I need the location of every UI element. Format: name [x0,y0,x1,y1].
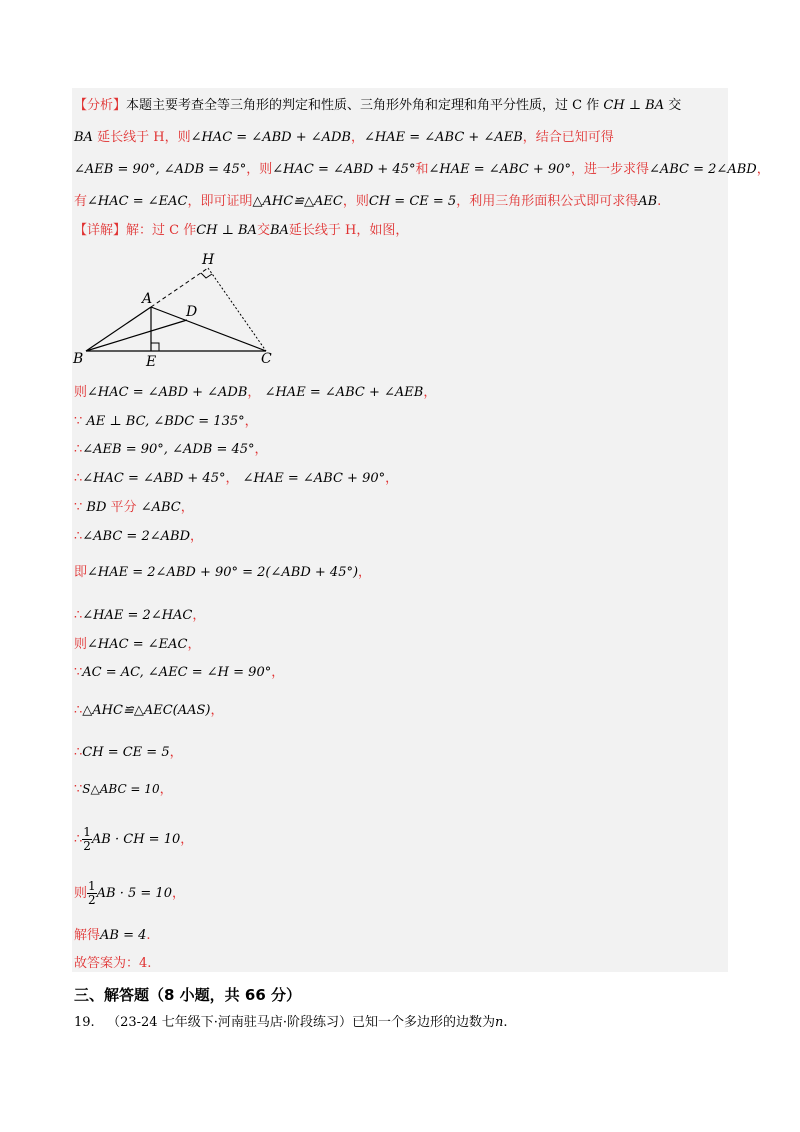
analysis-math-2a: BA [74,130,93,145]
step-mid: 平分 [110,500,137,515]
step-3 [74,441,268,459]
step-prefix: ∵ [74,500,83,515]
step-2 [74,413,258,431]
analysis-math-2b: ∠HAC = ∠ABD + ∠ADB [190,130,351,145]
analysis-line-1 [74,97,681,115]
analysis-text-4: ，即可证明 [187,194,253,209]
detail-text-2: 交 [256,223,270,238]
step-1 [74,384,436,402]
step-math: S△ABC = 10 [82,782,160,796]
analysis-text-3-end: ，进一步求得 [570,162,649,177]
right-angle-E [151,343,159,351]
segment-AH-dashed [151,268,208,307]
step-prefix: ∵ [74,414,83,429]
segment-AC [151,307,266,351]
analysis-math-2c: ∠HAE = ∠ABC + ∠AEB [364,130,523,145]
step-suffix: ， [190,529,204,544]
step-suffix: ， [385,471,399,486]
question-end: . [503,1015,508,1030]
step-math: ∠HAC = ∠ABD + 45° [82,471,226,486]
step-math: BD [86,500,107,515]
analysis-math-3d: ∠ABC = 2∠ABD [648,162,757,177]
label-A: A [142,291,153,307]
step-7 [74,564,371,582]
analysis-text-4b: ，则 [342,194,369,209]
analysis-math-4d: AB [638,194,658,209]
step-8 [74,607,205,625]
detail-text: 解：过 C 作 [126,223,197,238]
step-11 [74,702,224,720]
step-suffix: ， [192,608,206,623]
step-prefix: 则 [74,637,88,652]
step-prefix: 即 [74,565,88,580]
detail-text-3: 延长线于 H，如图， [288,223,409,238]
analysis-end-4: . [657,194,662,209]
step-math: AB · 5 = 10 [96,886,172,901]
step-12 [74,744,183,762]
analysis-math-4b: △AHC≌△AEC [252,194,343,209]
step-suffix: . [146,928,151,943]
step-prefix: 则 [74,886,88,901]
segment-CH-dotted [208,268,266,351]
step-15 [74,880,185,907]
question-text: 已知一个多边形的边数为 [351,1015,495,1030]
question-19 [74,1011,508,1030]
step-mid: ， [247,385,261,400]
analysis-line-4 [74,193,661,211]
step-5 [74,499,194,517]
step-prefix: ∵ [74,665,83,680]
step-16 [74,927,151,945]
step-suffix: ， [254,442,268,457]
detail-label: 【详解】 [74,223,127,238]
fraction-one-half [82,826,92,853]
step-prefix: 解得 [74,928,101,943]
analysis-text-4c: ，利用三角形面积公式即可求得 [456,194,639,209]
label-H: H [202,252,215,268]
label-D: D [186,304,198,320]
step-suffix: ， [423,385,437,400]
step-math: ∠HAE = 2∠HAC [82,608,193,623]
analysis-math-3c: ∠HAE = ∠ABC + 90° [428,162,571,177]
fraction-one-half [87,880,97,907]
step-math: AB = 4 [100,928,147,943]
step-math-2: ∠ABC [140,500,181,515]
step-math: ∠AEB = 90°, ∠ADB = 45° [82,442,255,457]
triangle-figure [70,250,290,370]
detail-line [74,222,408,240]
step-math-2: ∠HAE = ∠ABC + 90° [242,471,386,486]
step-suffix: ， [180,500,194,515]
step-9 [74,636,200,654]
step-6 [74,528,203,546]
step-math: ∠HAC = ∠EAC [87,637,188,652]
step-prefix: 则 [74,385,88,400]
step-prefix: ∴ [74,745,83,760]
step-suffix: ， [171,886,185,901]
step-math: △AHC≌△AEC(AAS) [82,703,211,718]
step-suffix: ， [159,782,173,797]
step-14 [74,826,193,853]
step-prefix: ∴ [74,703,83,718]
step-math: ∠HAC = ∠ABD + ∠ADB [87,385,248,400]
analysis-math-4a: ∠HAC = ∠EAC [87,194,188,209]
analysis-math-1: CH ⊥ BA [603,98,665,113]
fraction-denominator: 2 [83,839,91,853]
step-prefix: ∴ [74,529,83,544]
step-math: ∠HAE = 2∠ABD + 90° = 2(∠ABD + 45°) [87,565,359,580]
analysis-math-3a: ∠AEB = 90°, ∠ADB = 45° [74,162,247,177]
step-math-2: ∠HAE = ∠ABC + ∠AEB [264,385,424,400]
step-math: CH = CE = 5 [82,745,170,760]
fraction-numerator: 1 [88,879,96,893]
analysis-text-2-end: ，结合已知可得 [522,130,614,145]
label-E: E [146,354,157,370]
segment-BD [86,320,187,351]
step-suffix: ， [244,414,258,429]
section-title: 三、解答题（8 小题，共 66 分） [74,986,301,1004]
label-C: C [261,351,272,367]
detail-math-2: BA [269,223,289,238]
step-suffix: ， [271,665,285,680]
step-mid: ， [225,471,239,486]
step-math: AE ⊥ BC, ∠BDC = 135° [86,414,245,429]
step-suffix: ， [358,565,372,580]
step-prefix: ∴ [74,608,83,623]
analysis-start-4: 有 [74,194,88,209]
analysis-line-2 [74,129,614,147]
right-angle-H [201,273,212,278]
analysis-text-1-end: 交 [668,98,682,113]
segment-BA [86,307,151,351]
label-B: B [73,351,84,367]
question-math: n [494,1015,504,1030]
step-suffix: ， [169,745,183,760]
step-prefix: ∴ [74,832,83,847]
question-number: 19. [74,1015,95,1030]
step-prefix: ∴ [74,442,83,457]
step-10 [74,664,284,682]
step-math: ∠ABC = 2∠ABD [82,529,190,544]
step-suffix: ， [210,703,224,718]
step-suffix: ， [180,832,194,847]
step-17 [74,955,151,973]
fraction-numerator: 1 [83,825,91,839]
step-4 [74,470,398,488]
step-prefix: ∴ [74,471,83,486]
step-prefix: ∵ [74,782,83,797]
analysis-text-3: ，则 [246,162,273,177]
analysis-text-1: 本题主要考查全等三角形的判定和性质、三角形外角和定理和角平分性质，过 C 作 [126,98,600,113]
analysis-comma-3: ， [756,162,770,177]
detail-math: CH ⊥ BA [196,223,257,238]
analysis-line-3 [74,161,770,179]
step-13 [74,780,173,799]
analysis-text-2: 延长线于 H，则 [97,130,191,145]
fraction-denominator: 2 [88,893,96,907]
step-math: AB · CH = 10 [91,832,181,847]
analysis-math-4c: CH = CE = 5 [368,194,457,209]
step-prefix: 故答案为：4. [74,956,152,971]
step-math: AC = AC, ∠AEC = ∠H = 90° [82,665,272,680]
analysis-and-3: 和 [415,162,429,177]
analysis-label: 【分析】 [74,98,127,113]
question-source: （23-24 七年级下·河南驻马店·阶段练习） [107,1015,352,1030]
analysis-math-3b: ∠HAC = ∠ABD + 45° [272,162,416,177]
step-suffix: ， [187,637,201,652]
analysis-sep-2: ， [350,130,364,145]
